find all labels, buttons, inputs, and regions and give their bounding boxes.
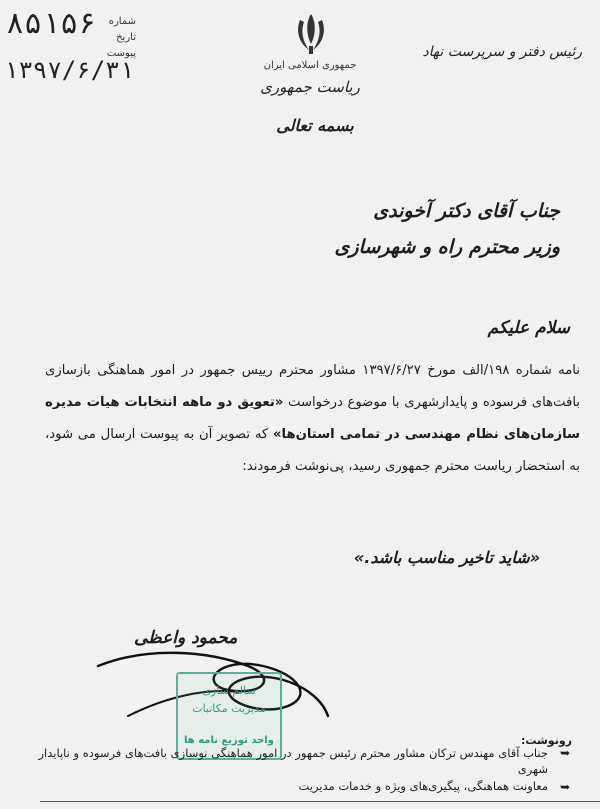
stamp-line-1: سالم سازی bbox=[202, 684, 256, 697]
recipient-name: جناب آقای دکتر آخوندی bbox=[373, 200, 560, 222]
greeting: سلام علیکم bbox=[487, 318, 570, 338]
president-quote: «شاید تاخیر مناسب باشد.» bbox=[353, 548, 540, 567]
footer-divider bbox=[40, 801, 600, 802]
recipient-title: وزیر محترم راه و شهرسازی bbox=[334, 236, 560, 258]
bullet-arrow-icon: ➥ bbox=[559, 780, 570, 794]
stamp-line-3: واحد توزیع نامه ها bbox=[184, 735, 274, 746]
basmala: بسمه تعالی bbox=[276, 116, 354, 135]
letter-date: ۱۳۹۷/۶/۳۱ bbox=[4, 56, 135, 84]
iran-emblem-icon bbox=[292, 10, 330, 56]
meta-labels bbox=[100, 14, 136, 62]
republic-label: جمهوری اسلامی ایران bbox=[263, 60, 357, 71]
body-highlight: «تعویق دو ماهه انتخابات هیات مدیره سازمان‌های نظام مهندسی در تمامی استان‌ها» bbox=[45, 395, 580, 442]
stamp-line-2: مدیریت مکاتبات bbox=[192, 702, 266, 715]
copy-recipient-2: معاونت هماهنگی، پیگیری‌های ویژه و خدمات مدیریت bbox=[298, 779, 548, 793]
office-title: رئیس دفتر و سرپرست نهاد bbox=[422, 44, 582, 60]
letter-number: ۸۵۱۵۶ bbox=[6, 6, 97, 41]
label-date: تاریخ bbox=[116, 32, 136, 43]
letter-body bbox=[45, 355, 580, 483]
signatory-name: محمود واعظی bbox=[134, 628, 238, 648]
label-number: شماره bbox=[108, 16, 136, 27]
body-part-2: که تصویر آن به پیوست ارسال می شود، به استحضار ریاست محترم جمهوری رسید، پی‌نوشت فرمودند: bbox=[45, 427, 580, 474]
label-attachment: پیوست bbox=[106, 48, 136, 59]
copy-recipient-1: جناب آقای مهندس ترکان مشاور محترم رئیس جمهور در امور هماهنگی نوسازی بافت‌های فرسوده و ناپایدار شهری bbox=[38, 746, 548, 776]
body-part-1: نامه شماره ۱۹۸/الف مورخ ۱۳۹۷/۶/۲۷ مشاور محترم رییس جمهور در امور هماهنگی بازسازی بافت‌های فرسوده و پایدارشهری با موضوع درخواست bbox=[45, 363, 581, 410]
presidency-label: ریاست جمهوری bbox=[260, 78, 360, 96]
copies-label: رونوشت: bbox=[520, 734, 572, 747]
bullet-arrow-icon: ➥ bbox=[559, 746, 570, 760]
